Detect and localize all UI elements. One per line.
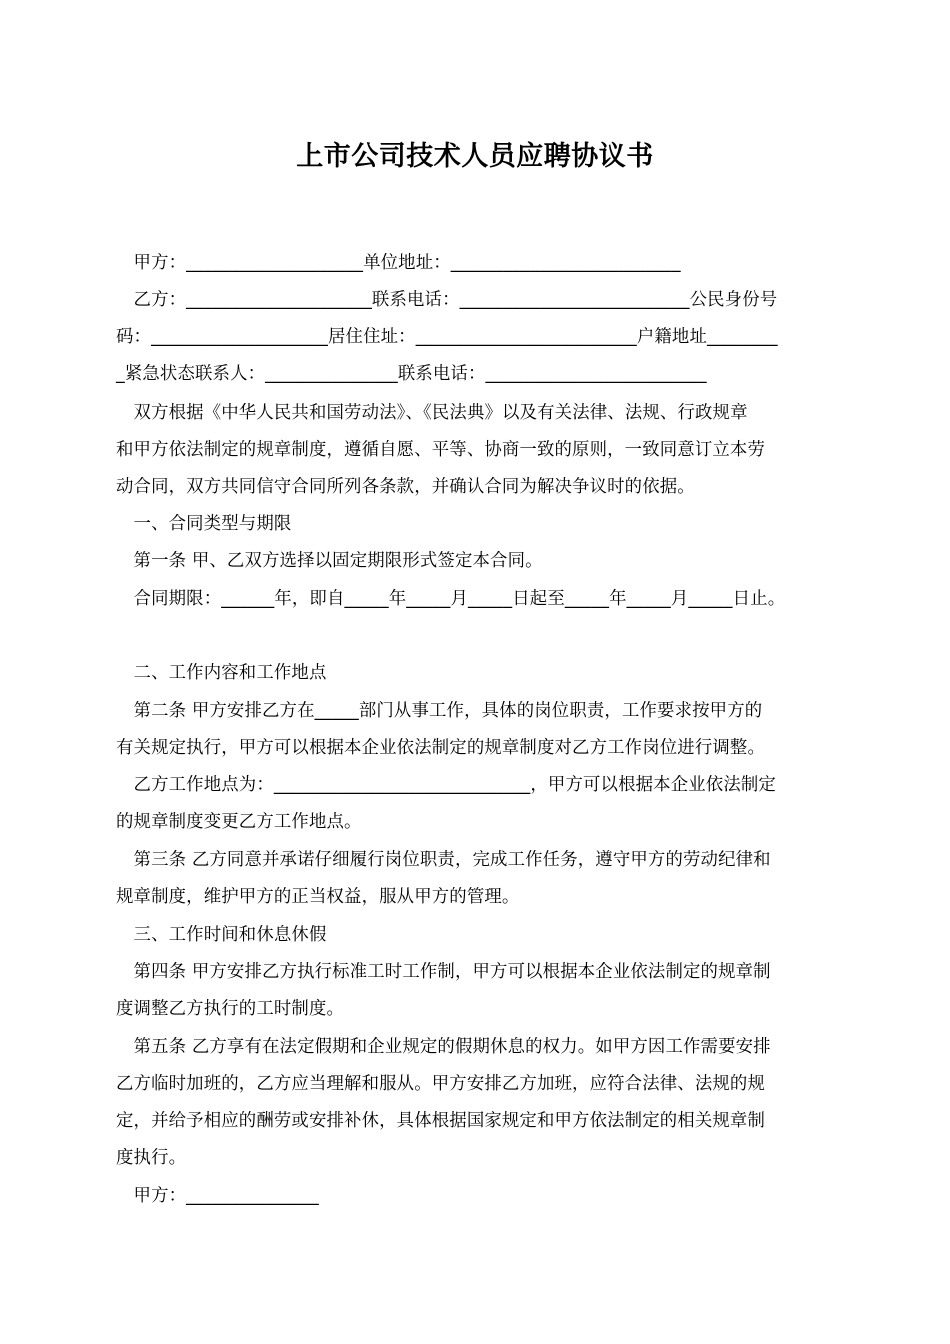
emergency-contact-line: _紧急状态联系人：_______________联系电话：_________________________ — [116, 364, 707, 384]
section-heading-2: 二、工作内容和工作地点 — [116, 663, 327, 683]
article-4-line-1: 第四条 甲方安排乙方执行标准工时工作制，甲方可以根据本企业依法制定的规章制 — [116, 962, 771, 982]
party-b-info-line: 乙方：_____________________联系电话：__________________________公民身份号 — [116, 290, 778, 310]
article-3-line-2: 规章制度，维护甲方的正当权益，服从甲方的管理。 — [116, 887, 520, 907]
article-5-line-1: 第五条 乙方享有在法定假期和企业规定的假期休息的权力。如甲方因工作需要安排 — [116, 1037, 771, 1057]
preamble-line-2: 和甲方依法制定的规章制度，遵循自愿、平等、协商一致的原则，一致同意订立本劳 — [116, 440, 766, 460]
preamble-line-3: 动合同，双方共同信守合同所列各条款，并确认合同为解决争议时的依据。 — [116, 477, 695, 497]
article-5-line-2: 乙方临时加班的，乙方应当理解和服从。甲方安排乙方加班，应符合法律、法规的规 — [116, 1074, 766, 1094]
work-location-line-2: 的规章制度变更乙方工作地点。 — [116, 812, 362, 832]
article-1-line: 第一条 甲、乙双方选择以固定期限形式签定本合同。 — [116, 551, 543, 571]
article-3-line-1: 第三条 乙方同意并承诺仔细履行岗位职责，完成工作任务，遵守甲方的劳动纪律和 — [116, 850, 771, 870]
article-5-line-3: 定，并给予相应的酬劳或安排补休，具体根据国家规定和甲方依法制定的相关规章制 — [116, 1111, 766, 1131]
article-5-line-4: 度执行。 — [116, 1148, 187, 1168]
preamble-line-1: 双方根据《中华人民共和国劳动法》、《民法典》以及有关法律、法规、行政规章 — [116, 403, 748, 423]
party-a-signature-line: 甲方：_______________ — [116, 1186, 319, 1206]
section-heading-1: 一、合同类型与期限 — [116, 514, 292, 534]
work-location-line-1: 乙方工作地点为：_____________________________，甲方可以根据本企业依法制定 — [116, 775, 776, 795]
party-b-info-line-2: 码：____________________居住住址：_________________________户籍地址________ — [116, 327, 778, 347]
document-title: 上市公司技术人员应聘协议书 — [296, 141, 654, 172]
article-2-line-1: 第二条 甲方安排乙方在_____部门从事工作，具体的岗位职责，工作要求按甲方的 — [116, 701, 763, 721]
section-heading-3: 三、工作时间和休息休假 — [116, 925, 327, 945]
article-2-line-2: 有关规定执行，甲方可以根据本企业依法制定的规章制度对乙方工作岗位进行调整。 — [116, 738, 766, 758]
party-a-info-line: 甲方：____________________单位地址：__________________________ — [116, 253, 681, 273]
article-4-line-2: 度调整乙方执行的工时制度。 — [116, 999, 345, 1019]
contract-term-line: 合同期限：______年，即自_____年_____月_____日起至_____年_____月_____日止。 — [116, 589, 786, 609]
